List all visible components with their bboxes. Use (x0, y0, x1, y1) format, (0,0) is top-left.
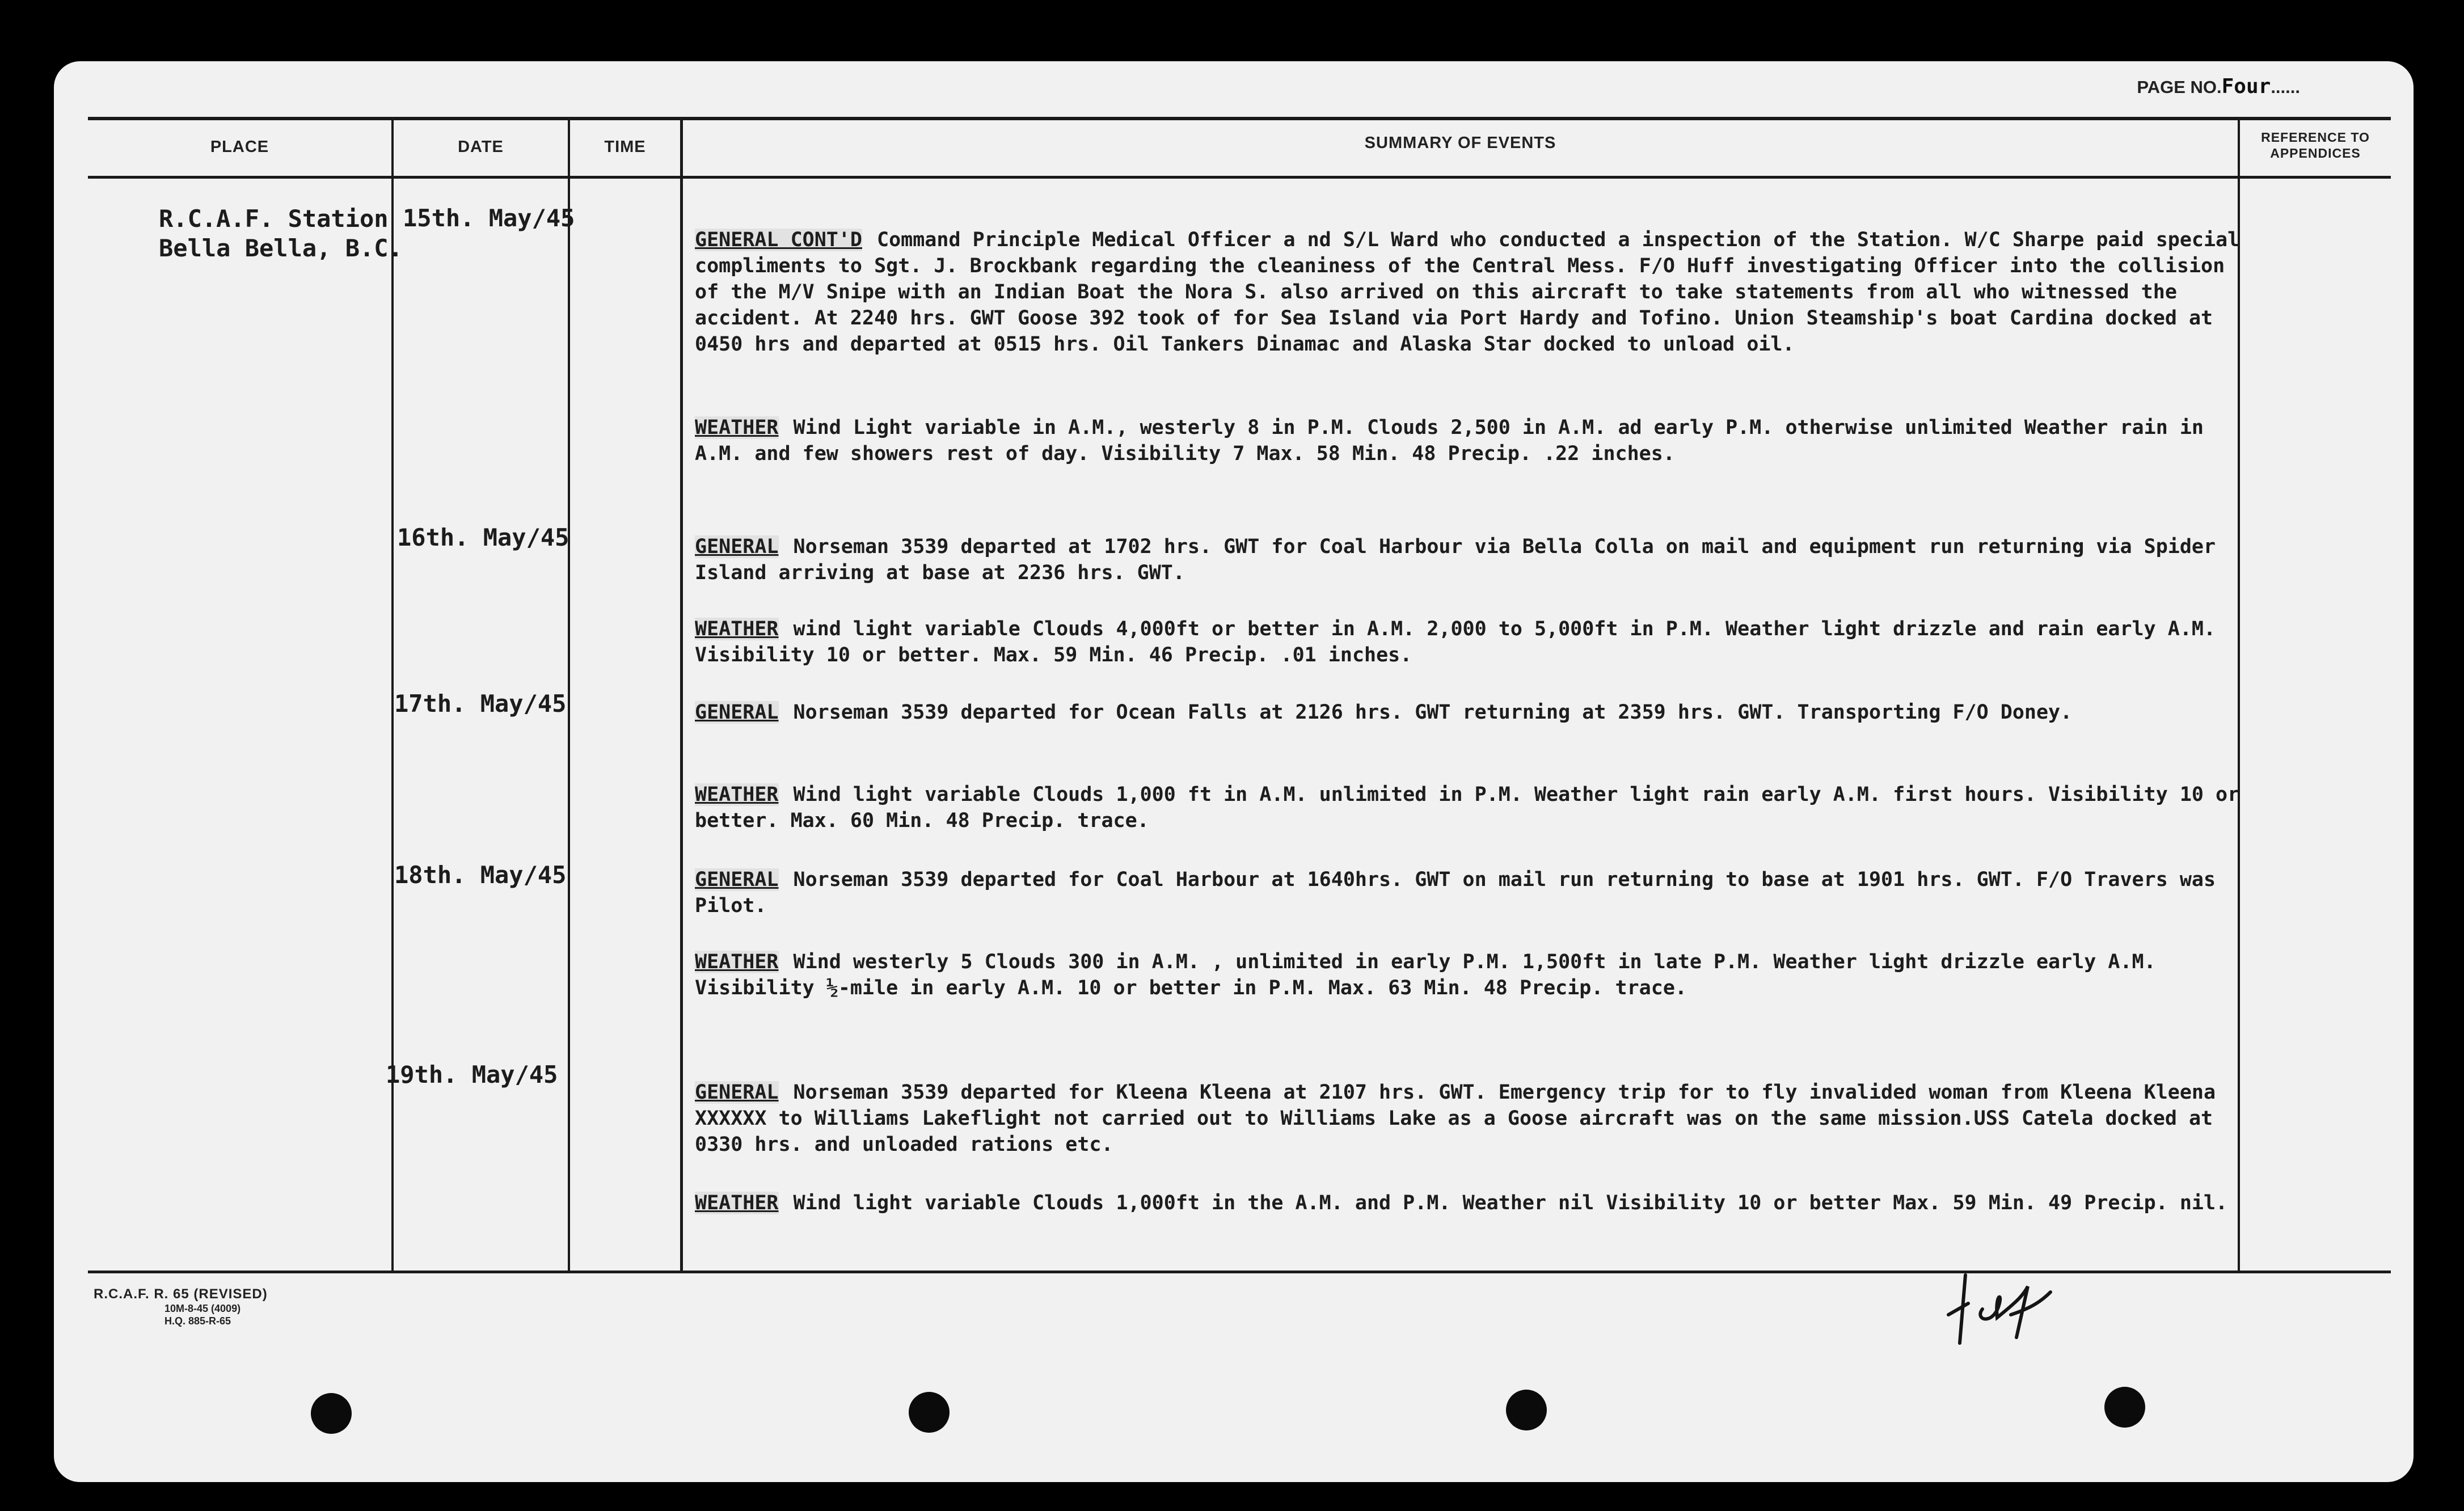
column-divider-time (680, 117, 683, 1272)
header-summary: SUMMARY OF EVENTS (1364, 134, 1556, 152)
entry-text: Norseman 3539 departed at 1702 hrs. GWT for Coal Harbour via Bella Colla on mail and equipment run returning via Spider Island arriving at base at 2236 hrs. GWT. (695, 535, 2216, 584)
summary-entry (695, 616, 2252, 668)
page-number-dots: ...... (2271, 77, 2300, 97)
date-entry: 16th. May/45 (397, 524, 569, 551)
date-entry: 19th. May/45 (386, 1061, 558, 1088)
footer-hq-code: H.Q. 885-R-65 (164, 1315, 231, 1327)
summary-entry (695, 949, 2252, 1001)
page-number-label: PAGE NO. (2137, 77, 2222, 97)
header-time: TIME (604, 138, 646, 156)
punch-hole (1506, 1390, 1547, 1430)
summary-entry (695, 1079, 2252, 1158)
date-entry: 15th. May/45 (403, 204, 575, 232)
entry-text: wind light variable Clouds 4,000ft or better in A.M. 2,000 to 5,000ft in P.M. Weather light drizzle and rain early A.M. Visibility 10 or better. Max. 59 Min. 46 Precip. .01 inches. (695, 618, 2216, 666)
header-top-rule (88, 117, 2391, 120)
punch-hole (909, 1392, 950, 1433)
summary-entry (695, 782, 2252, 834)
entry-tag: GENERAL (695, 701, 779, 724)
date-entry: 18th. May/45 (394, 861, 567, 889)
entry-tag: GENERAL (695, 868, 779, 891)
entry-tag: GENERAL (695, 535, 779, 558)
punch-hole (311, 1393, 352, 1434)
entry-text: Wind Light variable in A.M., westerly 8 in P.M. Clouds 2,500 in A.M. ad early P.M. otherwise unlimited Weather rain in A.M. and few showers rest of day. Visibility 7 Max. 58 Min. 48 Precip. .22 inches. (695, 416, 2204, 465)
form-sheet (54, 61, 2414, 1482)
summary-entry (695, 534, 2252, 586)
entry-tag: WEATHER (695, 618, 779, 640)
summary-entry (695, 699, 2252, 725)
column-divider-place (391, 117, 394, 1272)
header-bottom-rule (88, 176, 2391, 179)
entry-tag: WEATHER (695, 783, 779, 806)
date-entry: 17th. May/45 (394, 690, 567, 717)
entry-tag: GENERAL CONT'D (695, 229, 863, 251)
signature-icon (1943, 1241, 2113, 1354)
entry-text: Wind westerly 5 Clouds 300 in A.M. , unlimited in early P.M. 1,500ft in late P.M. Weather light drizzle early A.M. Visibility ½-mile in early A.M. 10 or better in P.M. Max. 63 Min. 48 Precip. trace. (695, 951, 2156, 999)
entry-tag: WEATHER (695, 1192, 779, 1214)
summary-entry (695, 415, 2252, 467)
place-text: R.C.A.F. Station Bella Bella, B.C. (159, 205, 403, 262)
entry-tag: WEATHER (695, 416, 779, 439)
summary-entry (695, 1190, 2252, 1216)
header-date: DATE (458, 138, 504, 156)
header-reference-line2: APPENDICES (2270, 146, 2361, 161)
summary-entry (695, 227, 2252, 357)
column-divider-date (568, 117, 570, 1272)
summary-entry (695, 867, 2252, 919)
header-reference (2240, 129, 2391, 161)
form-footer (94, 1286, 268, 1327)
entry-text: Command Principle Medical Officer a nd S/L Ward who conducted a inspection of the Station. W/C Sharpe paid special compliments to Sgt. J. Brockbank regarding the cleaniness of the Central Mess. F/O Huff investigating Officer into the collision of the M/V Snipe with an Indian Boat the Nora S. also arrived on this aircraft to take statements from all who witnessed the accident. At 2240 hrs. GWT Goose 392 took of for Sea Island via Port Hardy and Tofino. Union Steamship's boat Cardina docked at 0450 hrs and departed at 0515 hrs. Oil Tankers Dinamac and Alaska Star docked to unload oil. (695, 229, 2240, 356)
entry-tag: GENERAL (695, 1081, 779, 1104)
footer-form-number: R.C.A.F. R. 65 (REVISED) (94, 1286, 268, 1302)
header-reference-line1: REFERENCE TO (2261, 130, 2370, 145)
entry-text: Norseman 3539 departed for Kleena Kleena at 2107 hrs. GWT. Emergency trip for to fly invalided woman from Kleena Kleena XXXXXX to Williams Lakeflight not carried out to Williams Lake as a Goose aircraft was on the same mission.USS Catela docked at 0330 hrs. and unloaded rations etc. (695, 1081, 2216, 1156)
page-number-field (2137, 75, 2300, 98)
footer-print-code: 10M-8-45 (4009) (164, 1303, 241, 1314)
entry-text: Wind light variable Clouds 1,000 ft in A.M. unlimited in P.M. Weather light rain early A.M. first hours. Visibility 10 or better. Max. 60 Min. 48 Precip. trace. (695, 783, 2240, 832)
entry-text: Norseman 3539 departed for Coal Harbour at 1640hrs. GWT on mail run returning to base at 1901 hrs. GWT. F/O Travers was Pilot. (695, 868, 2216, 917)
page-number-value: Four (2221, 75, 2271, 98)
punch-hole (2104, 1387, 2145, 1428)
entry-tag: WEATHER (695, 951, 779, 973)
entry-text: Wind light variable Clouds 1,000ft in the A.M. and P.M. Weather nil Visibility 10 or better Max. 59 Min. 49 Precip. nil. (793, 1192, 2228, 1214)
entry-text: Norseman 3539 departed for Ocean Falls at 2126 hrs. GWT returning at 2359 hrs. GWT. Transporting F/O Doney. (793, 701, 2073, 724)
header-place: PLACE (210, 138, 269, 156)
